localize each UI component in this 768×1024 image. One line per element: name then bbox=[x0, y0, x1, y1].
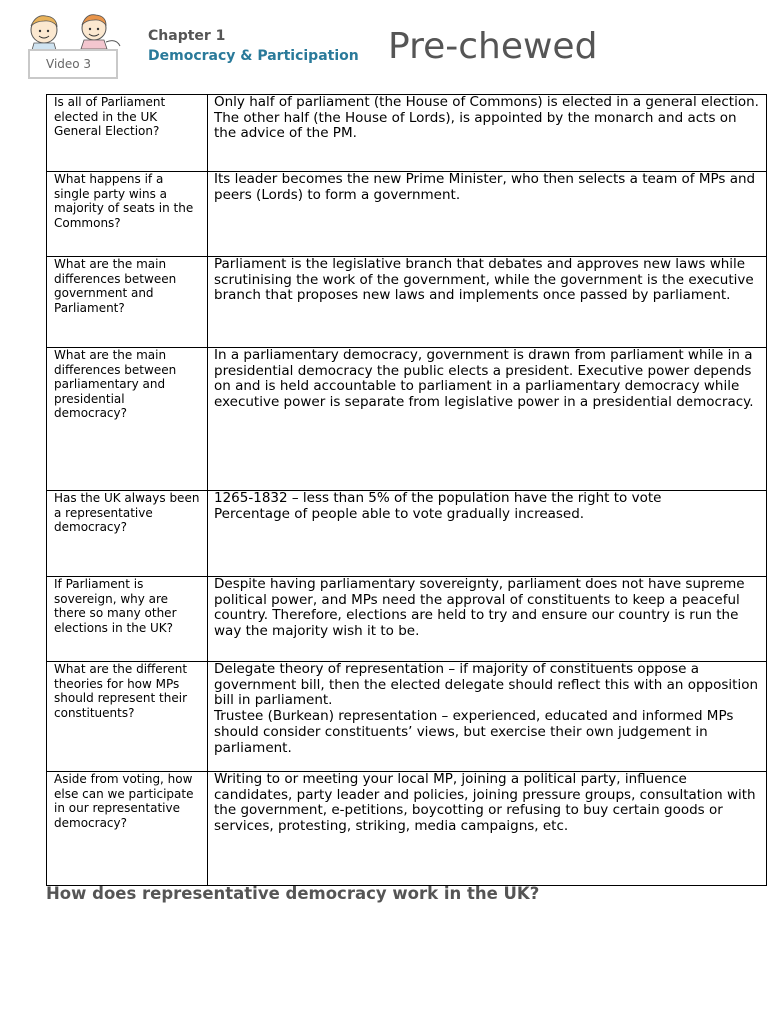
table-row bbox=[47, 172, 767, 257]
question-cell: Has the UK always been a representative democracy? bbox=[47, 491, 208, 577]
table-row bbox=[47, 348, 767, 491]
video-label: Video 3 bbox=[28, 49, 118, 79]
answer-cell: Its leader becomes the new Prime Minister, who then selects a team of MPs and peers (Lords) to form a government. bbox=[208, 172, 767, 257]
answer-line: Delegate theory of representation – if majority of constituents oppose a government bill, then the elected delegate should reflect this with an opposition bill in parliament. bbox=[214, 661, 759, 709]
answer-line: Percentage of people able to vote gradually increased. bbox=[214, 505, 585, 522]
answer-cell: Parliament is the legislative branch that debates and approves new laws while scrutinising the work of the government, while the government is the executive branch that proposes new laws and implements once passed by parliament. bbox=[208, 257, 767, 348]
table-row bbox=[47, 772, 767, 886]
question-cell: What are the main differences between parliamentary and presidential democracy? bbox=[47, 348, 208, 491]
answer-cell: Writing to or meeting your local MP, joining a political party, influence candidates, party leader and policies, joining pressure groups, consultation with the government, e-petitions, boycotting or refusing to buy certain goods or services, protesting, striking, media campaigns, etc. bbox=[208, 772, 767, 886]
answer-line: Trustee (Burkean) representation – experienced, educated and informed MPs should consider constituents’ views, but exercise their own judgement in parliament. bbox=[214, 708, 734, 756]
footer-question: How does representative democracy work in the UK? bbox=[46, 884, 540, 903]
subject-title: Democracy & Participation bbox=[148, 48, 359, 64]
answer-cell: Only half of parliament (the House of Commons) is elected in a general election. The other half (the House of Lords), is appointed by the monarch and acts on the advice of the PM. bbox=[208, 95, 767, 172]
qa-table bbox=[46, 94, 767, 886]
answer-cell: Despite having parliamentary sovereignty, parliament does not have supreme political power, and MPs need the approval of constituents to keep a peaceful country. Therefore, elections are held to try and ensure our country is run the way the majority wish it to be. bbox=[208, 577, 767, 662]
table-row bbox=[47, 95, 767, 172]
table-row bbox=[47, 577, 767, 662]
chapter-label: Chapter 1 bbox=[148, 28, 226, 44]
table-row bbox=[47, 257, 767, 348]
question-cell: What are the main differences between government and Parliament? bbox=[47, 257, 208, 348]
brand-title: Pre-chewed bbox=[388, 26, 598, 67]
answer-cell bbox=[208, 491, 767, 577]
question-cell: Is all of Parliament elected in the UK General Election? bbox=[47, 95, 208, 172]
table-row bbox=[47, 662, 767, 772]
question-cell: Aside from voting, how else can we participate in our representative democracy? bbox=[47, 772, 208, 886]
table-row bbox=[47, 491, 767, 577]
question-cell: What happens if a single party wins a majority of seats in the Commons? bbox=[47, 172, 208, 257]
answer-cell: In a parliamentary democracy, government is drawn from parliament while in a presidential democracy the public elects a president. Executive power depends on and is held accountable to parliament in a parliamentary democracy while executive power is separate from legislative power in a presidential democracy. bbox=[208, 348, 767, 491]
page-header bbox=[0, 0, 768, 92]
answer-cell bbox=[208, 662, 767, 772]
question-cell: If Parliament is sovereign, why are there so many other elections in the UK? bbox=[47, 577, 208, 662]
question-cell: What are the different theories for how MPs should represent their constituents? bbox=[47, 662, 208, 772]
answer-line: 1265-1832 – less than 5% of the population have the right to vote bbox=[214, 490, 662, 506]
